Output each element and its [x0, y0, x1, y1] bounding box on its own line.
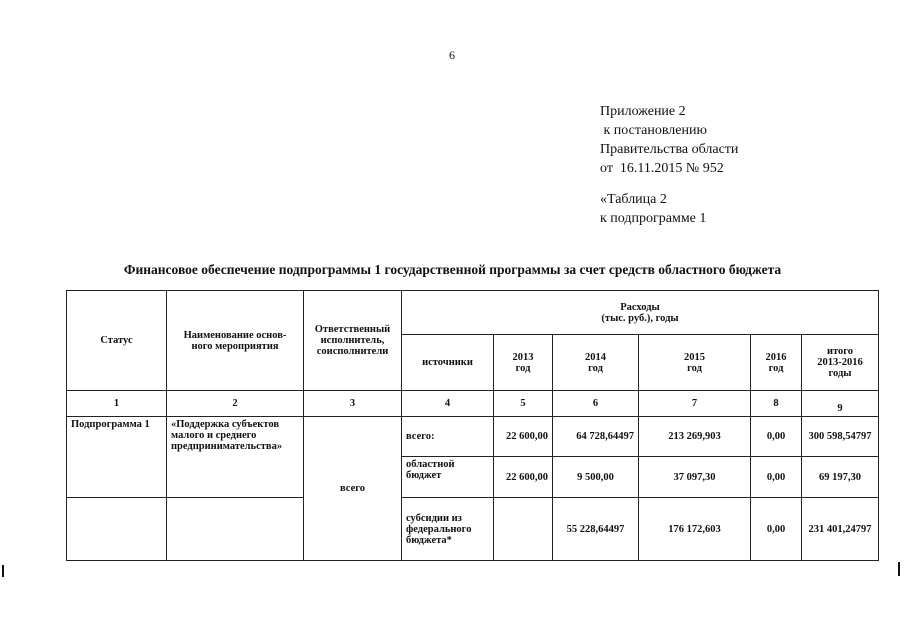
- value-2015-cell: 37 097,30: [639, 457, 751, 498]
- appendix-line: от 16.11.2015 № 952: [600, 161, 724, 176]
- value-total-cell: 69 197,30: [802, 457, 879, 498]
- source-cell: областной бюджет: [402, 457, 494, 498]
- value-total-cell: 300 598,54797: [802, 417, 879, 457]
- column-number: 7: [639, 391, 751, 417]
- table-row: [67, 417, 879, 457]
- scan-edge-mark: [2, 565, 4, 577]
- value-2016-cell: 0,00: [751, 498, 802, 561]
- column-number: 1: [67, 391, 167, 417]
- table-caption-line: к подпрограмме 1: [600, 211, 707, 226]
- table-caption: [600, 190, 706, 228]
- financing-table: [66, 290, 879, 561]
- header-expenses: Расходы (тыс. руб.), годы: [402, 291, 879, 335]
- value-2014-cell: 9 500,00: [553, 457, 639, 498]
- page-number: 6: [449, 48, 455, 62]
- value-2013-cell: [494, 498, 553, 561]
- document-title: Финансовое обеспечение подпрограммы 1 государственной программы за счет средств областного бюджета: [123, 262, 782, 277]
- activity-name-cell: «Поддержка субъектов малого и среднего предпринимательства»: [167, 417, 304, 498]
- column-number: 4: [402, 391, 494, 417]
- header-sources: источники: [402, 335, 494, 391]
- value-2015-cell: 213 269,903: [639, 417, 751, 457]
- source-cell: субсидии из федерального бюджета*: [402, 498, 494, 561]
- column-number: 2: [167, 391, 304, 417]
- header-status: Статус: [67, 291, 167, 391]
- value-2014-cell: 64 728,64497: [553, 417, 639, 457]
- appendix-line: Правительства области: [600, 142, 739, 157]
- appendix-line: Приложение 2: [600, 104, 686, 119]
- header-2015: 2015 год: [639, 335, 751, 391]
- appendix-line: к постановлению: [600, 123, 707, 138]
- column-number-row: [67, 391, 879, 417]
- value-2015-cell: 176 172,603: [639, 498, 751, 561]
- column-number: 9: [802, 391, 879, 417]
- status-cell: [67, 498, 167, 561]
- value-2016-cell: 0,00: [751, 417, 802, 457]
- scan-edge-mark: [898, 562, 900, 576]
- header-name: Наименование основ- ного мероприятия: [167, 291, 304, 391]
- column-number: 3: [304, 391, 402, 417]
- value-2014-cell: 55 228,64497: [553, 498, 639, 561]
- value-total-cell: 231 401,24797: [802, 498, 879, 561]
- executor-cell: всего: [304, 417, 402, 561]
- header-row: [67, 291, 879, 335]
- header-executor: Ответственный исполнитель, соисполнители: [304, 291, 402, 391]
- appendix-block: [600, 102, 738, 178]
- status-cell: Подпрограмма 1: [67, 417, 167, 498]
- column-number: 5: [494, 391, 553, 417]
- value-2013-cell: 22 600,00: [494, 417, 553, 457]
- header-2014: 2014 год: [553, 335, 639, 391]
- column-number: 6: [553, 391, 639, 417]
- value-2016-cell: 0,00: [751, 457, 802, 498]
- value-2013-cell: 22 600,00: [494, 457, 553, 498]
- source-cell: всего:: [402, 417, 494, 457]
- header-2013: 2013 год: [494, 335, 553, 391]
- header-2016: 2016 год: [751, 335, 802, 391]
- table-row: [67, 498, 879, 561]
- activity-name-cell: [167, 498, 304, 561]
- column-number: 8: [751, 391, 802, 417]
- table-caption-line: «Таблица 2: [600, 192, 667, 207]
- header-total: итого 2013-2016 годы: [802, 335, 879, 391]
